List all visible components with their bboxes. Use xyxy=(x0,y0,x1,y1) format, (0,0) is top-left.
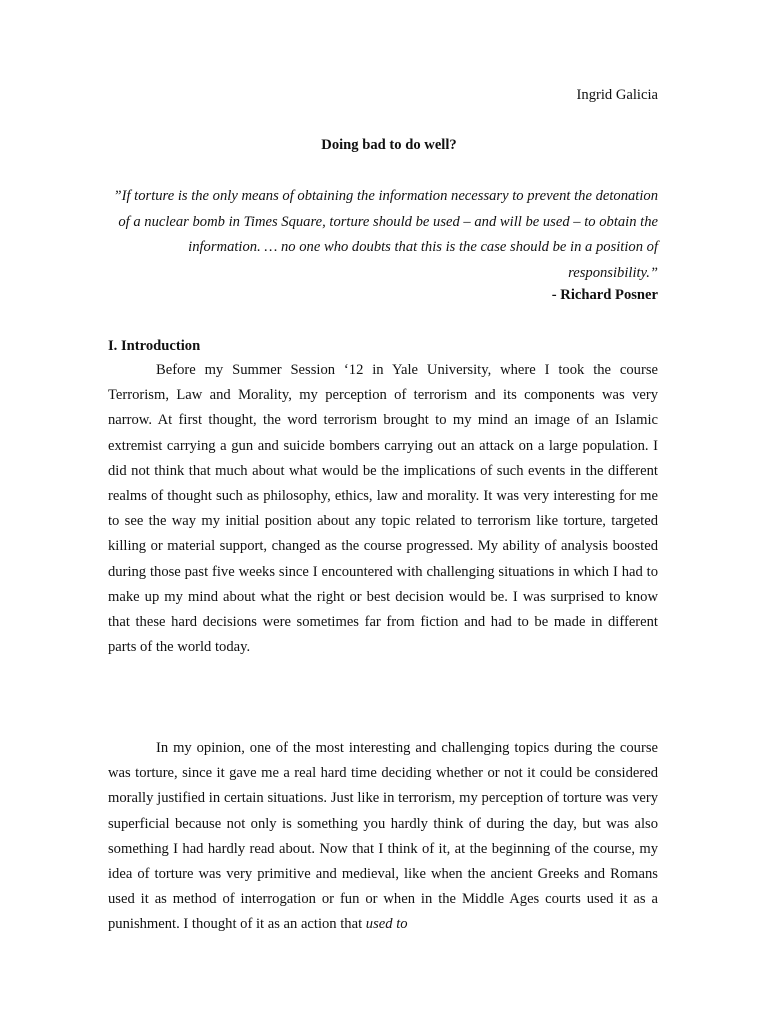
body-paragraph-2-text: In my opinion, one of the most interesting and challenging topics during the course was torture, since it gave me a real hard time deciding whether or not it could be considered morally justified in certain situations. Just like in terrorism, my perception of torture was very superficial because not only is something you hardly think of during the day, but was also something I had hardly read about. Now that I think of it, at the beginning of the course, my idea of torture was very primitive and medieval, like when the ancient Greeks and Romans used it as method of interrogation or fun or when in the Middle Ages courts used it as a punishment. I thought of it as an action that xyxy=(108,740,658,933)
epigraph-attribution: - Richard Posner xyxy=(551,287,658,303)
body-paragraph-2-italic: used to xyxy=(365,916,408,933)
body-paragraph-2 xyxy=(108,736,658,938)
document-title: Doing bad to do well? xyxy=(321,137,457,153)
epigraph-quote: ”If torture is the only means of obtaining the information necessary to prevent the detonation of a nuclear bomb in Times Square, torture should be used – and will be used – to obtain the information. … no one who doubts that this is the case should be in a position of responsibility.” xyxy=(113,188,658,281)
section-heading: I. Introduction xyxy=(108,338,201,354)
author-name: Ingrid Galicia xyxy=(576,87,658,103)
body-paragraph-1: Before my Summer Session ‘12 in Yale University, where I took the course Terrorism, Law and Morality, my perception of terrorism and its components was very narrow. At first thought, the word terrorism brought to my mind an image of an Islamic extremist carrying a gun and suicide bombers carrying out an attack on a large population. I did not think that much about what would be the implications of such events in the different realms of thought such as philosophy, ethics, law and morality. It was very interesting for me to see the way my initial position about any topic related to terrorism like torture, targeted killing or material support, changed as the course progressed. My ability of analysis boosted during those past five weeks since I encountered with challenging situations in which I had to make up my mind about what the right or best decision would be. I was surprised to know that these hard decisions were sometimes far from fiction and had to be made in different parts of the world today. xyxy=(108,362,658,656)
